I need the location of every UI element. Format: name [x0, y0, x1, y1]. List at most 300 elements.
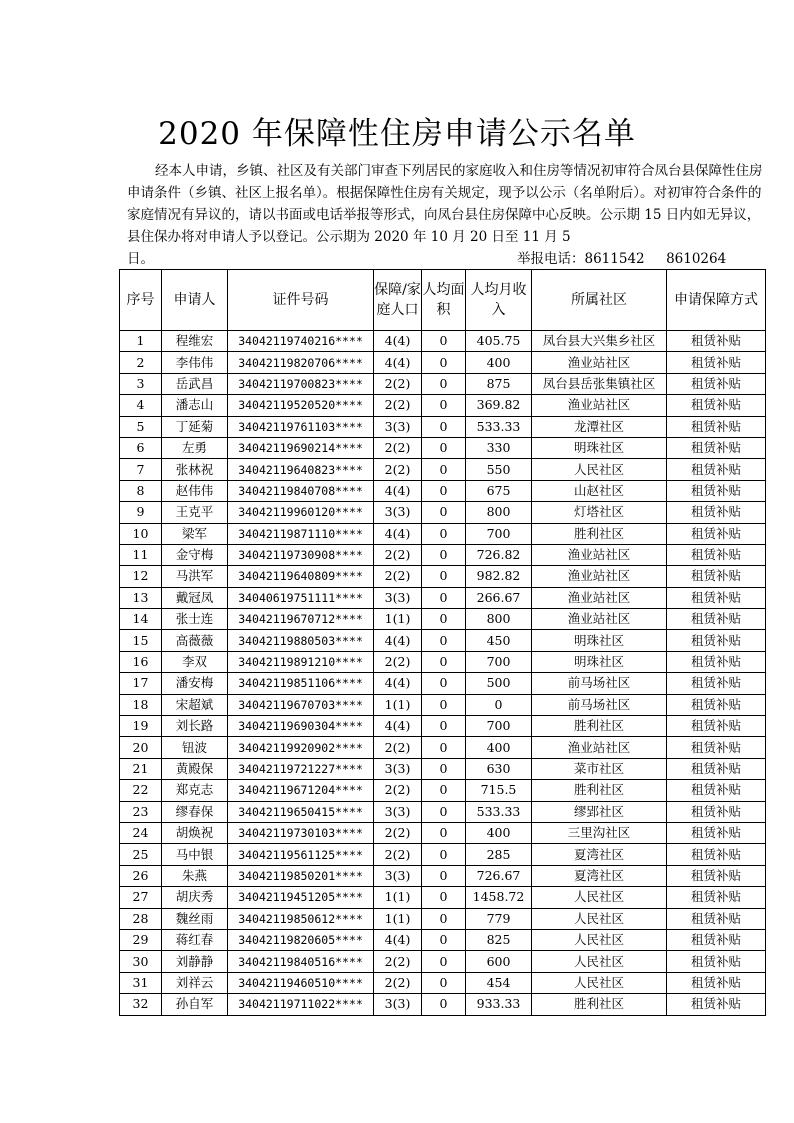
- cell-method: 租赁补贴: [667, 716, 766, 737]
- cell-applicant: 王克平: [162, 502, 228, 523]
- cell-no: 14: [120, 609, 162, 630]
- cell-method: 租赁补贴: [667, 373, 766, 394]
- cell-method: 租赁补贴: [667, 609, 766, 630]
- table-row: [120, 459, 766, 480]
- cell-no: 13: [120, 587, 162, 608]
- cell-community: 渔业站社区: [532, 737, 667, 758]
- page-title: 2020 年保障性住房申请公示名单: [158, 116, 636, 152]
- cell-applicant: 马中银: [162, 844, 228, 865]
- cell-income: 550: [466, 459, 532, 480]
- cell-no: 8: [120, 480, 162, 501]
- cell-household: 3(3): [374, 994, 422, 1015]
- cell-id: 34042119670703****: [228, 694, 374, 715]
- cell-community: 凤台县岳张集镇社区: [532, 373, 667, 394]
- cell-id: 34042119730908****: [228, 544, 374, 565]
- cell-method: 租赁补贴: [667, 352, 766, 373]
- cell-community: 明珠社区: [532, 630, 667, 651]
- table-row: [120, 480, 766, 501]
- cell-applicant: 潘志山: [162, 395, 228, 416]
- cell-applicant: 胡庆秀: [162, 887, 228, 908]
- report-hotline: 举报电话：8611542 8610264: [517, 251, 727, 267]
- cell-id: 34042119690214****: [228, 437, 374, 458]
- table-row: [120, 844, 766, 865]
- cell-applicant: 刘长路: [162, 716, 228, 737]
- cell-income: 400: [466, 352, 532, 373]
- notice-tail: [127, 248, 767, 270]
- cell-household: 2(2): [374, 951, 422, 972]
- cell-method: 租赁补贴: [667, 630, 766, 651]
- table-row: [120, 673, 766, 694]
- cell-household: 3(3): [374, 587, 422, 608]
- cell-area: 0: [422, 908, 466, 929]
- cell-applicant: 马洪军: [162, 566, 228, 587]
- table-row: [120, 395, 766, 416]
- cell-applicant: 程维宏: [162, 331, 228, 352]
- cell-no: 1: [120, 331, 162, 352]
- cell-applicant: 郑克志: [162, 780, 228, 801]
- notice-end: 日。: [127, 251, 154, 267]
- cell-community: 三里沟社区: [532, 822, 667, 843]
- table-row: [120, 416, 766, 437]
- cell-area: 0: [422, 994, 466, 1015]
- cell-id: 34042119740216****: [228, 331, 374, 352]
- cell-method: 租赁补贴: [667, 908, 766, 929]
- cell-household: 4(4): [374, 523, 422, 544]
- cell-area: 0: [422, 459, 466, 480]
- cell-income: 726.82: [466, 544, 532, 565]
- cell-community: 渔业站社区: [532, 352, 667, 373]
- cell-no: 16: [120, 651, 162, 672]
- table-row: [120, 737, 766, 758]
- cell-no: 23: [120, 801, 162, 822]
- cell-applicant: 胡焕祝: [162, 822, 228, 843]
- cell-method: 租赁补贴: [667, 459, 766, 480]
- cell-no: 5: [120, 416, 162, 437]
- cell-area: 0: [422, 373, 466, 394]
- cell-community: 渔业站社区: [532, 395, 667, 416]
- cell-area: 0: [422, 331, 466, 352]
- cell-area: 0: [422, 758, 466, 779]
- cell-id: 34042119650415****: [228, 801, 374, 822]
- cell-no: 21: [120, 758, 162, 779]
- cell-method: 租赁补贴: [667, 673, 766, 694]
- cell-id: 34042119960120****: [228, 502, 374, 523]
- cell-id: 34042119670712****: [228, 609, 374, 630]
- cell-id: 34042119820706****: [228, 352, 374, 373]
- cell-area: 0: [422, 844, 466, 865]
- cell-community: 夏湾社区: [532, 844, 667, 865]
- cell-method: 租赁补贴: [667, 801, 766, 822]
- cell-income: 450: [466, 630, 532, 651]
- cell-area: 0: [422, 630, 466, 651]
- cell-method: 租赁补贴: [667, 994, 766, 1015]
- table-row: [120, 694, 766, 715]
- cell-id: 34042119711022****: [228, 994, 374, 1015]
- cell-area: 0: [422, 801, 466, 822]
- cell-income: 800: [466, 609, 532, 630]
- cell-household: 4(4): [374, 630, 422, 651]
- cell-household: 4(4): [374, 929, 422, 950]
- cell-id: 34042119700823****: [228, 373, 374, 394]
- table-row: [120, 758, 766, 779]
- cell-household: 1(1): [374, 887, 422, 908]
- cell-community: 胜利社区: [532, 994, 667, 1015]
- cell-area: 0: [422, 544, 466, 565]
- cell-community: 山赵社区: [532, 480, 667, 501]
- cell-household: 2(2): [374, 844, 422, 865]
- cell-community: 人民社区: [532, 929, 667, 950]
- cell-applicant: 赵伟伟: [162, 480, 228, 501]
- cell-household: 2(2): [374, 437, 422, 458]
- cell-household: 1(1): [374, 694, 422, 715]
- table-row: [120, 331, 766, 352]
- cell-applicant: 左勇: [162, 437, 228, 458]
- cell-income: 369.82: [466, 395, 532, 416]
- cell-method: 租赁补贴: [667, 480, 766, 501]
- table-row: [120, 929, 766, 950]
- cell-method: 租赁补贴: [667, 587, 766, 608]
- cell-method: 租赁补贴: [667, 544, 766, 565]
- table-row: [120, 865, 766, 886]
- header-no: 序号: [120, 270, 162, 331]
- cell-household: 4(4): [374, 480, 422, 501]
- cell-household: 3(3): [374, 502, 422, 523]
- cell-household: 1(1): [374, 609, 422, 630]
- cell-applicant: 李双: [162, 651, 228, 672]
- cell-community: 渔业站社区: [532, 566, 667, 587]
- cell-applicant: 梁军: [162, 523, 228, 544]
- cell-no: 10: [120, 523, 162, 544]
- cell-community: 渔业站社区: [532, 609, 667, 630]
- cell-community: 灯塔社区: [532, 502, 667, 523]
- cell-method: 租赁补贴: [667, 972, 766, 993]
- cell-household: 1(1): [374, 908, 422, 929]
- cell-applicant: 李伟伟: [162, 352, 228, 373]
- cell-method: 租赁补贴: [667, 523, 766, 544]
- cell-income: 982.82: [466, 566, 532, 587]
- cell-method: 租赁补贴: [667, 416, 766, 437]
- header-income: 人均月收入: [466, 270, 532, 331]
- cell-applicant: 刘祥云: [162, 972, 228, 993]
- cell-applicant: 岳武昌: [162, 373, 228, 394]
- cell-income: 825: [466, 929, 532, 950]
- cell-community: 人民社区: [532, 972, 667, 993]
- cell-income: 600: [466, 951, 532, 972]
- cell-area: 0: [422, 437, 466, 458]
- cell-method: 租赁补贴: [667, 887, 766, 908]
- cell-income: 779: [466, 908, 532, 929]
- header-id: 证件号码: [228, 270, 374, 331]
- cell-applicant: 宋超斌: [162, 694, 228, 715]
- cell-no: 11: [120, 544, 162, 565]
- cell-community: 菜市社区: [532, 758, 667, 779]
- cell-household: 3(3): [374, 865, 422, 886]
- cell-income: 1458.72: [466, 887, 532, 908]
- cell-method: 租赁补贴: [667, 395, 766, 416]
- cell-community: 明珠社区: [532, 651, 667, 672]
- table-row: [120, 994, 766, 1015]
- cell-household: 4(4): [374, 716, 422, 737]
- header-area: 人均面积: [422, 270, 466, 331]
- cell-applicant: 戴冠凤: [162, 587, 228, 608]
- cell-area: 0: [422, 822, 466, 843]
- cell-no: 27: [120, 887, 162, 908]
- cell-no: 2: [120, 352, 162, 373]
- cell-income: 400: [466, 737, 532, 758]
- cell-community: 人民社区: [532, 459, 667, 480]
- cell-income: 715.5: [466, 780, 532, 801]
- cell-id: 34042119920902****: [228, 737, 374, 758]
- cell-method: 租赁补贴: [667, 865, 766, 886]
- cell-applicant: 缪春保: [162, 801, 228, 822]
- cell-applicant: 丁延菊: [162, 416, 228, 437]
- cell-household: 4(4): [374, 673, 422, 694]
- cell-no: 6: [120, 437, 162, 458]
- cell-area: 0: [422, 780, 466, 801]
- table-body: [120, 331, 766, 1016]
- cell-income: 675: [466, 480, 532, 501]
- cell-no: 4: [120, 395, 162, 416]
- cell-method: 租赁补贴: [667, 566, 766, 587]
- cell-household: 2(2): [374, 780, 422, 801]
- cell-method: 租赁补贴: [667, 737, 766, 758]
- cell-community: 胜利社区: [532, 780, 667, 801]
- cell-income: 533.33: [466, 416, 532, 437]
- cell-household: 2(2): [374, 459, 422, 480]
- cell-method: 租赁补贴: [667, 331, 766, 352]
- cell-area: 0: [422, 972, 466, 993]
- cell-id: 34042119640809****: [228, 566, 374, 587]
- cell-income: 933.33: [466, 994, 532, 1015]
- table-row: [120, 716, 766, 737]
- table-row: [120, 651, 766, 672]
- cell-income: 630: [466, 758, 532, 779]
- cell-household: 2(2): [374, 566, 422, 587]
- cell-community: 夏湾社区: [532, 865, 667, 886]
- cell-community: 渔业站社区: [532, 544, 667, 565]
- cell-area: 0: [422, 502, 466, 523]
- cell-id: 34042119460510****: [228, 972, 374, 993]
- cell-household: 4(4): [374, 331, 422, 352]
- cell-area: 0: [422, 395, 466, 416]
- cell-income: 533.33: [466, 801, 532, 822]
- cell-income: 400: [466, 822, 532, 843]
- cell-method: 租赁补贴: [667, 758, 766, 779]
- cell-no: 15: [120, 630, 162, 651]
- cell-area: 0: [422, 523, 466, 544]
- cell-id: 34042119820605****: [228, 929, 374, 950]
- cell-income: 500: [466, 673, 532, 694]
- cell-applicant: 金守梅: [162, 544, 228, 565]
- cell-applicant: 张士连: [162, 609, 228, 630]
- cell-id: 34042119730103****: [228, 822, 374, 843]
- cell-community: 前马场社区: [532, 694, 667, 715]
- cell-community: 前马场社区: [532, 673, 667, 694]
- cell-no: 26: [120, 865, 162, 886]
- cell-id: 34042119840516****: [228, 951, 374, 972]
- table-row: [120, 352, 766, 373]
- cell-method: 租赁补贴: [667, 437, 766, 458]
- cell-household: 2(2): [374, 737, 422, 758]
- cell-no: 9: [120, 502, 162, 523]
- cell-area: 0: [422, 887, 466, 908]
- table-row: [120, 972, 766, 993]
- cell-applicant: 朱燕: [162, 865, 228, 886]
- cell-household: 3(3): [374, 758, 422, 779]
- cell-income: 266.67: [466, 587, 532, 608]
- cell-no: 31: [120, 972, 162, 993]
- table-row: [120, 908, 766, 929]
- cell-community: 凤台县大兴集乡社区: [532, 331, 667, 352]
- cell-income: 0: [466, 694, 532, 715]
- table-row: [120, 609, 766, 630]
- cell-community: 渔业站社区: [532, 587, 667, 608]
- cell-community: 龙潭社区: [532, 416, 667, 437]
- table-row: [120, 523, 766, 544]
- cell-id: 34042119561125****: [228, 844, 374, 865]
- cell-id: 34042119891210****: [228, 651, 374, 672]
- cell-income: 875: [466, 373, 532, 394]
- cell-no: 3: [120, 373, 162, 394]
- notice-text: [127, 160, 767, 270]
- cell-income: 700: [466, 716, 532, 737]
- cell-income: 285: [466, 844, 532, 865]
- table-row: [120, 437, 766, 458]
- cell-applicant: 蒋红春: [162, 929, 228, 950]
- cell-applicant: 钮波: [162, 737, 228, 758]
- cell-applicant: 黄殿保: [162, 758, 228, 779]
- cell-community: 人民社区: [532, 951, 667, 972]
- cell-household: 2(2): [374, 544, 422, 565]
- cell-id: 34042119880503****: [228, 630, 374, 651]
- table-row: [120, 544, 766, 565]
- cell-no: 7: [120, 459, 162, 480]
- cell-no: 30: [120, 951, 162, 972]
- cell-method: 租赁补贴: [667, 844, 766, 865]
- cell-applicant: 张林祝: [162, 459, 228, 480]
- header-applicant: 申请人: [162, 270, 228, 331]
- table-row: [120, 780, 766, 801]
- cell-id: 34042119721227****: [228, 758, 374, 779]
- cell-id: 34042119671204****: [228, 780, 374, 801]
- table-header-row: [120, 270, 766, 331]
- cell-id: 34042119690304****: [228, 716, 374, 737]
- cell-id: 34042119640823****: [228, 459, 374, 480]
- cell-community: 明珠社区: [532, 437, 667, 458]
- cell-household: 2(2): [374, 651, 422, 672]
- cell-method: 租赁补贴: [667, 502, 766, 523]
- cell-household: 3(3): [374, 416, 422, 437]
- cell-applicant: 刘静静: [162, 951, 228, 972]
- cell-id: 34042119451205****: [228, 887, 374, 908]
- cell-household: 3(3): [374, 801, 422, 822]
- cell-no: 19: [120, 716, 162, 737]
- cell-id: 34042119840708****: [228, 480, 374, 501]
- cell-id: 34042119851106****: [228, 673, 374, 694]
- cell-no: 17: [120, 673, 162, 694]
- table-row: [120, 887, 766, 908]
- header-method: 申请保障方式: [667, 270, 766, 331]
- cell-income: 700: [466, 523, 532, 544]
- table-row: [120, 630, 766, 651]
- cell-no: 24: [120, 822, 162, 843]
- cell-community: 胜利社区: [532, 523, 667, 544]
- cell-area: 0: [422, 694, 466, 715]
- cell-community: 人民社区: [532, 887, 667, 908]
- cell-method: 租赁补贴: [667, 929, 766, 950]
- cell-income: 726.67: [466, 865, 532, 886]
- header-community: 所属社区: [532, 270, 667, 331]
- cell-id: 34040619751111****: [228, 587, 374, 608]
- applicant-table: [119, 269, 766, 1016]
- cell-applicant: 潘安梅: [162, 673, 228, 694]
- cell-area: 0: [422, 737, 466, 758]
- cell-household: 2(2): [374, 395, 422, 416]
- cell-no: 20: [120, 737, 162, 758]
- cell-no: 29: [120, 929, 162, 950]
- cell-method: 租赁补贴: [667, 822, 766, 843]
- cell-no: 12: [120, 566, 162, 587]
- cell-area: 0: [422, 587, 466, 608]
- cell-id: 34042119850612****: [228, 908, 374, 929]
- table-row: [120, 801, 766, 822]
- cell-applicant: 孙自军: [162, 994, 228, 1015]
- cell-community: 缪郢社区: [532, 801, 667, 822]
- cell-income: 454: [466, 972, 532, 993]
- cell-applicant: 高薇薇: [162, 630, 228, 651]
- cell-id: 34042119871110****: [228, 523, 374, 544]
- cell-area: 0: [422, 951, 466, 972]
- cell-household: 2(2): [374, 373, 422, 394]
- cell-no: 25: [120, 844, 162, 865]
- cell-income: 330: [466, 437, 532, 458]
- notice-paragraph: 经本人申请，乡镇、社区及有关部门审查下列居民的家庭收入和住房等情况初审符合凤台县保障性住房申请条件（乡镇、社区上报名单）。根据保障性住房有关规定，现予以公示（名单附后）。对初审符合条件的家庭情况有异议的，请以书面或电话举报等形式，向凤台县住房保障中心反映。公示期 15 日内如无异议，县住保办将对申请人予以登记。公示期为 2020 年 10 月 20 日至 11 月 5: [127, 163, 763, 245]
- cell-no: 32: [120, 994, 162, 1015]
- table-row: [120, 373, 766, 394]
- cell-no: 22: [120, 780, 162, 801]
- cell-no: 18: [120, 694, 162, 715]
- table-row: [120, 587, 766, 608]
- cell-income: 700: [466, 651, 532, 672]
- table-row: [120, 566, 766, 587]
- cell-method: 租赁补贴: [667, 694, 766, 715]
- cell-method: 租赁补贴: [667, 780, 766, 801]
- header-household: 保障/家庭人口: [374, 270, 422, 331]
- cell-income: 405.75: [466, 331, 532, 352]
- cell-area: 0: [422, 480, 466, 501]
- table-row: [120, 951, 766, 972]
- table-row: [120, 502, 766, 523]
- cell-income: 800: [466, 502, 532, 523]
- cell-household: 2(2): [374, 822, 422, 843]
- cell-id: 34042119850201****: [228, 865, 374, 886]
- cell-no: 28: [120, 908, 162, 929]
- cell-area: 0: [422, 929, 466, 950]
- cell-area: 0: [422, 416, 466, 437]
- cell-area: 0: [422, 673, 466, 694]
- cell-area: 0: [422, 566, 466, 587]
- cell-area: 0: [422, 716, 466, 737]
- cell-household: 2(2): [374, 972, 422, 993]
- cell-applicant: 魏丝雨: [162, 908, 228, 929]
- cell-area: 0: [422, 865, 466, 886]
- cell-id: 34042119761103****: [228, 416, 374, 437]
- cell-community: 人民社区: [532, 908, 667, 929]
- cell-household: 4(4): [374, 352, 422, 373]
- table-row: [120, 822, 766, 843]
- cell-method: 租赁补贴: [667, 951, 766, 972]
- cell-community: 胜利社区: [532, 716, 667, 737]
